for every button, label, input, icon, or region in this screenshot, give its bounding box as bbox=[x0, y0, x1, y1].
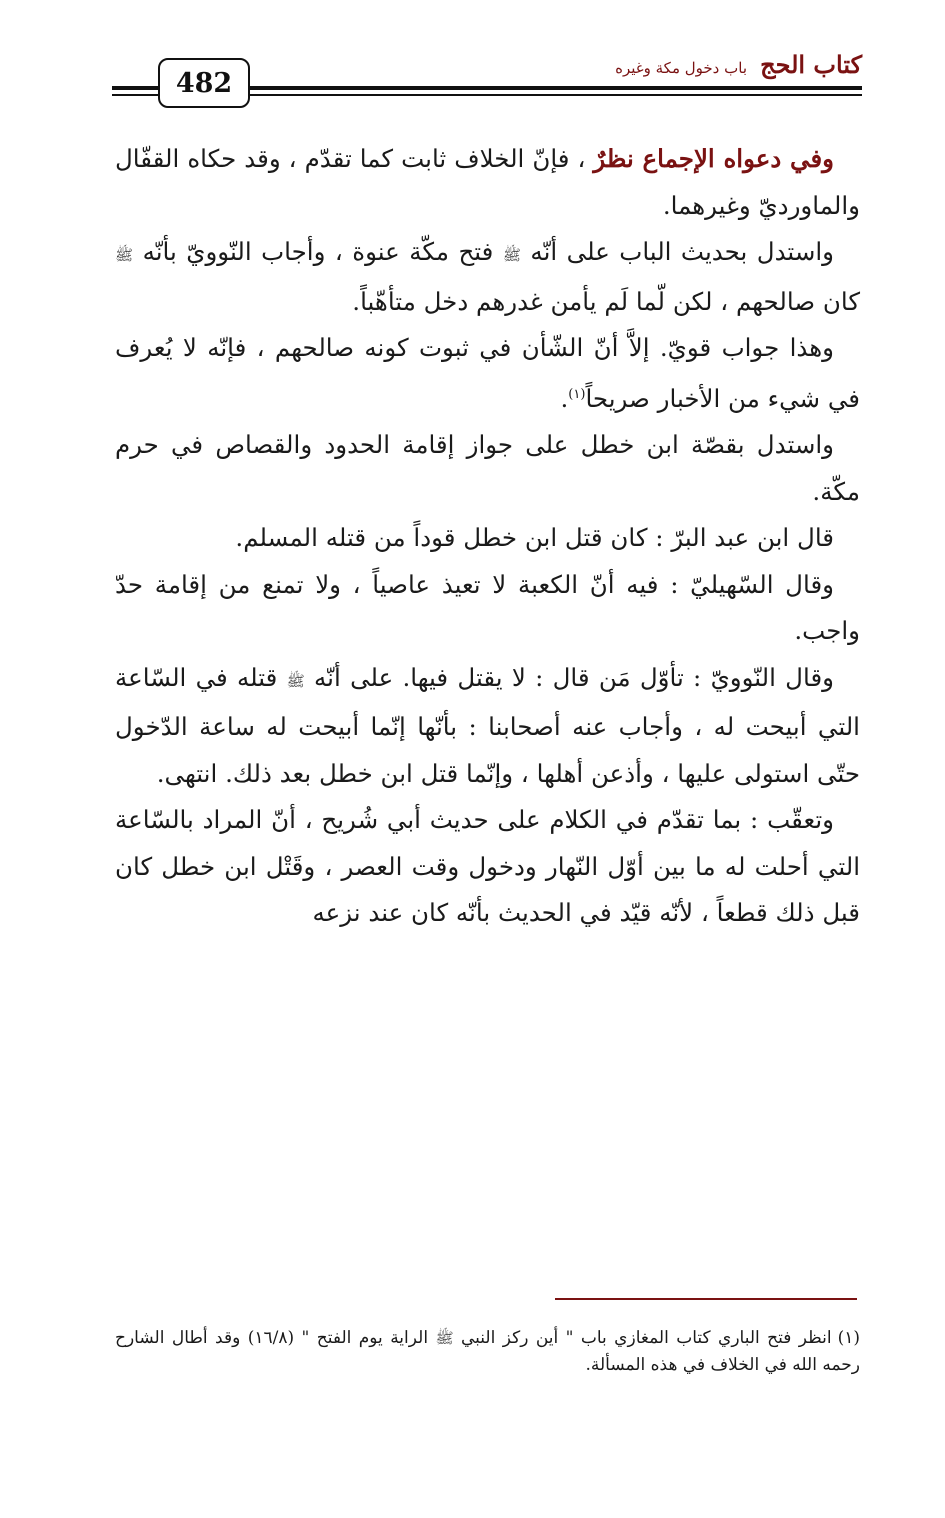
paragraph-2-text-c: كان صالحهم ، لكن لّما لَم يأمن غدرهم دخل متأهّباً. bbox=[352, 286, 860, 316]
footnote bbox=[115, 1325, 860, 1379]
footnote-reference: (١) bbox=[568, 386, 586, 402]
page-header bbox=[112, 50, 862, 110]
footnote-number: (١) bbox=[837, 1328, 861, 1348]
book-title: كتاب الحج bbox=[760, 50, 862, 79]
paragraph-1-text: ، فإنّ الخلاف ثابت كما تقدّم ، وقد حكاه القفّال والماورديّ وغيرهما. bbox=[115, 144, 860, 220]
paragraph-7 bbox=[115, 655, 860, 798]
main-text bbox=[115, 136, 860, 937]
paragraph-1 bbox=[115, 136, 860, 229]
honorific-glyph: ﷺ bbox=[115, 246, 134, 264]
highlighted-phrase: وفي دعواه الإجماع نظرٌ bbox=[593, 144, 834, 173]
honorific-glyph: ﷺ bbox=[502, 246, 521, 264]
honorific-glyph: ﷺ bbox=[435, 1329, 454, 1347]
paragraph-7-text-a: وقال النّوويّ : تأوّل مَن قال : لا يقتل فيها. على أنّه bbox=[304, 662, 834, 692]
footnote-text-a: انظر فتح الباري كتاب المغازي باب " أين ركز النبي bbox=[453, 1328, 832, 1348]
footnote-text-b: الراية يوم الفتح " (١٦/٨) وقد أطال الشارح رحمه الله في الخلاف في هذه المسألة. bbox=[115, 1328, 860, 1375]
page-number: 482 bbox=[158, 58, 250, 108]
paragraph-7-text-b: قتله في السّاعة التي أبيحت له ، وأجاب عنه أصحابنا : بأنّها إنّما أبيحت له ساعة الدّخول حتّى استولى عليها ، وأذعن أهلها ، وإنّما قتل ابن خطل بعد ذلك. انتهى. bbox=[115, 662, 860, 788]
paragraph-3-text: وهذا جواب قويّ. إلاَّ أنّ الشّأن في ثبوت كونه صالحهم ، فإنّه لا يُعرف في شيء من الأخبار صريحاً bbox=[115, 333, 860, 413]
running-title bbox=[615, 50, 862, 79]
paragraph-6: وقال السّهيليّ : فيه أنّ الكعبة لا تعيذ عاصياً ، ولا تمنع من إقامة حدّ واجب. bbox=[115, 569, 860, 646]
paragraph-2-text-a: واستدل بحديث الباب على أنّه bbox=[520, 237, 834, 266]
paragraph-3-end: . bbox=[560, 383, 569, 413]
footnote-separator bbox=[555, 1298, 857, 1300]
paragraph-5: قال ابن عبد البرّ : كان قتل ابن خطل قوداً من قتله المسلم. bbox=[235, 523, 834, 553]
chapter-title: باب دخول مكة وغيره bbox=[615, 59, 747, 77]
honorific-glyph: ﷺ bbox=[286, 671, 305, 690]
paragraph-2 bbox=[115, 229, 860, 325]
paragraph-4: واستدل بقصّة ابن خطل على جواز إقامة الحدود والقصاص في حرم مكّة. bbox=[115, 430, 860, 506]
paragraph-8: وتعقّب : بما تقدّم في الكلام على حديث أبي شُريح ، أنّ المراد بالسّاعة التي أحلت له ما بين أوّل النّهار ودخول وقت العصر ، وقَتْل ابن خطل كان قبل ذلك قطعاً ، لأنّه قيّد في الحديث بأنّه كان عند نزعه bbox=[115, 805, 860, 928]
paragraph-2-text-b: فتح مكّة عنوة ، وأجاب النّوويّ بأنّه bbox=[133, 237, 503, 266]
paragraph-3 bbox=[115, 325, 860, 422]
